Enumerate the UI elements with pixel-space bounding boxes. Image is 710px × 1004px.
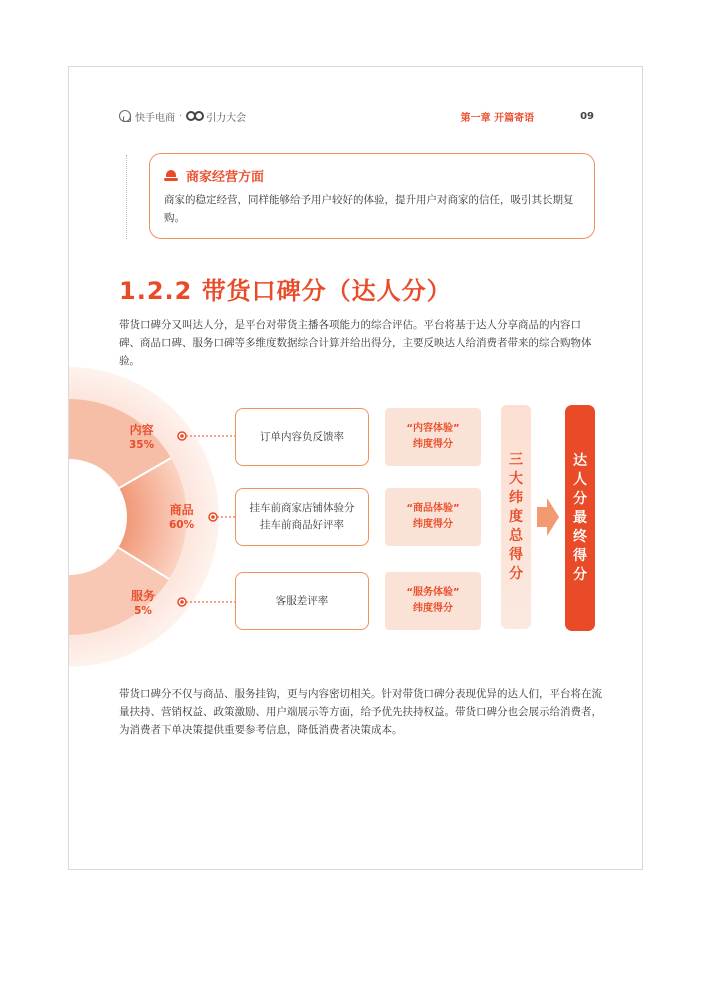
total-score-char: 总 — [509, 527, 523, 544]
dimension-label-service — [131, 589, 155, 619]
total-score-column — [501, 405, 531, 629]
total-score-char: 度 — [509, 508, 523, 525]
metric-text: 客服差评率 — [275, 594, 329, 607]
final-score-char: 得 — [573, 547, 587, 564]
dimension-pct: 5% — [134, 605, 152, 617]
score-sub: 纬度得分 — [413, 603, 453, 614]
score-box-product — [385, 488, 481, 546]
dimension-label-product — [169, 503, 194, 533]
score-box-content — [385, 408, 481, 466]
brand2-name: 引力大会 — [206, 112, 247, 124]
dimension-name: 内容 — [129, 423, 154, 437]
arrow-right — [537, 498, 559, 536]
dimension-name: 服务 — [131, 589, 156, 603]
final-score-char: 达 — [573, 452, 587, 469]
total-score-char: 分 — [509, 565, 523, 582]
total-score-char: 纬 — [509, 489, 523, 506]
hands-icon — [164, 170, 178, 182]
metric-box-service — [235, 572, 369, 630]
total-score-char: 得 — [509, 546, 523, 563]
metric-box-content — [235, 408, 369, 466]
final-score-char: 终 — [573, 528, 587, 545]
score-title: “服务体验” — [406, 587, 460, 598]
document-page — [68, 66, 643, 870]
intro-paragraph: 带货口碑分又叫达人分，是平台对带货主播各项能力的综合评估。平台将基于达人分享商品的内容口碑、商品口碑、服务口碑等多维度数据综合计算并给出得分，主要反映达人给消费者带来的综合购物体验。 — [119, 319, 592, 367]
gravity-logo-icon — [186, 111, 202, 121]
dot-product-core — [211, 515, 215, 519]
metric-box-product — [235, 488, 369, 546]
chapter-title: 第一章 开篇寄语 — [460, 112, 535, 124]
dimension-name: 商品 — [169, 503, 194, 517]
merchant-callout — [149, 153, 595, 239]
merchant-title-text: 商家经营方面 — [186, 170, 265, 185]
page-header — [119, 107, 594, 125]
dimension-pct: 35% — [129, 439, 155, 451]
brand-separator: · — [179, 110, 183, 122]
final-score-char: 分 — [573, 566, 587, 583]
score-sub: 纬度得分 — [413, 519, 453, 530]
total-score-char: 三 — [509, 451, 523, 468]
dot-service-core — [180, 600, 184, 604]
merchant-callout-text: 商家的稳定经营，同样能够给予用户较好的体验，提升用户对商家的信任，吸引其长期复购。 — [164, 194, 574, 224]
final-score-label — [573, 452, 587, 585]
kuaishou-logo-icon — [119, 110, 131, 122]
brand-name: 快手电商 — [135, 112, 175, 124]
outro-paragraph: 带货口碑分不仅与商品、服务挂钩，更与内容密切相关。针对带货口碑分表现优异的达人们，平台将在流量扶持、营销权益、政策激励、用户端展示等方面，给予优先扶持权益。带货口碑分也会展示给消费者，为消费者下单决策提供重要参考信息，降低消费者决策成本。 — [119, 688, 602, 736]
dimension-pct: 60% — [169, 519, 195, 531]
final-score-char: 最 — [573, 509, 587, 526]
dimension-label-content — [129, 423, 154, 453]
total-score-char: 大 — [509, 470, 523, 487]
page-number: 09 — [580, 110, 594, 122]
metric-text: 挂车前商家店铺体验分 — [249, 502, 355, 514]
metric-text: 订单内容负反馈率 — [260, 430, 344, 443]
merchant-callout-title — [164, 166, 580, 185]
score-diagram — [69, 367, 643, 667]
final-score-char: 分 — [573, 490, 587, 507]
dotted-divider — [126, 155, 127, 239]
dot-content-core — [180, 434, 184, 438]
total-score-label — [509, 451, 523, 584]
final-score-column — [565, 405, 595, 631]
score-title: “内容体验” — [406, 423, 460, 434]
score-sub: 纬度得分 — [413, 439, 453, 450]
final-score-char: 人 — [573, 471, 587, 488]
section-heading: 1.2.2 带货口碑分（达人分） — [119, 277, 452, 305]
brand — [119, 109, 246, 124]
score-box-service — [385, 572, 481, 630]
score-title: “商品体验” — [406, 503, 460, 514]
metric-text: 挂车前商品好评率 — [260, 519, 344, 531]
